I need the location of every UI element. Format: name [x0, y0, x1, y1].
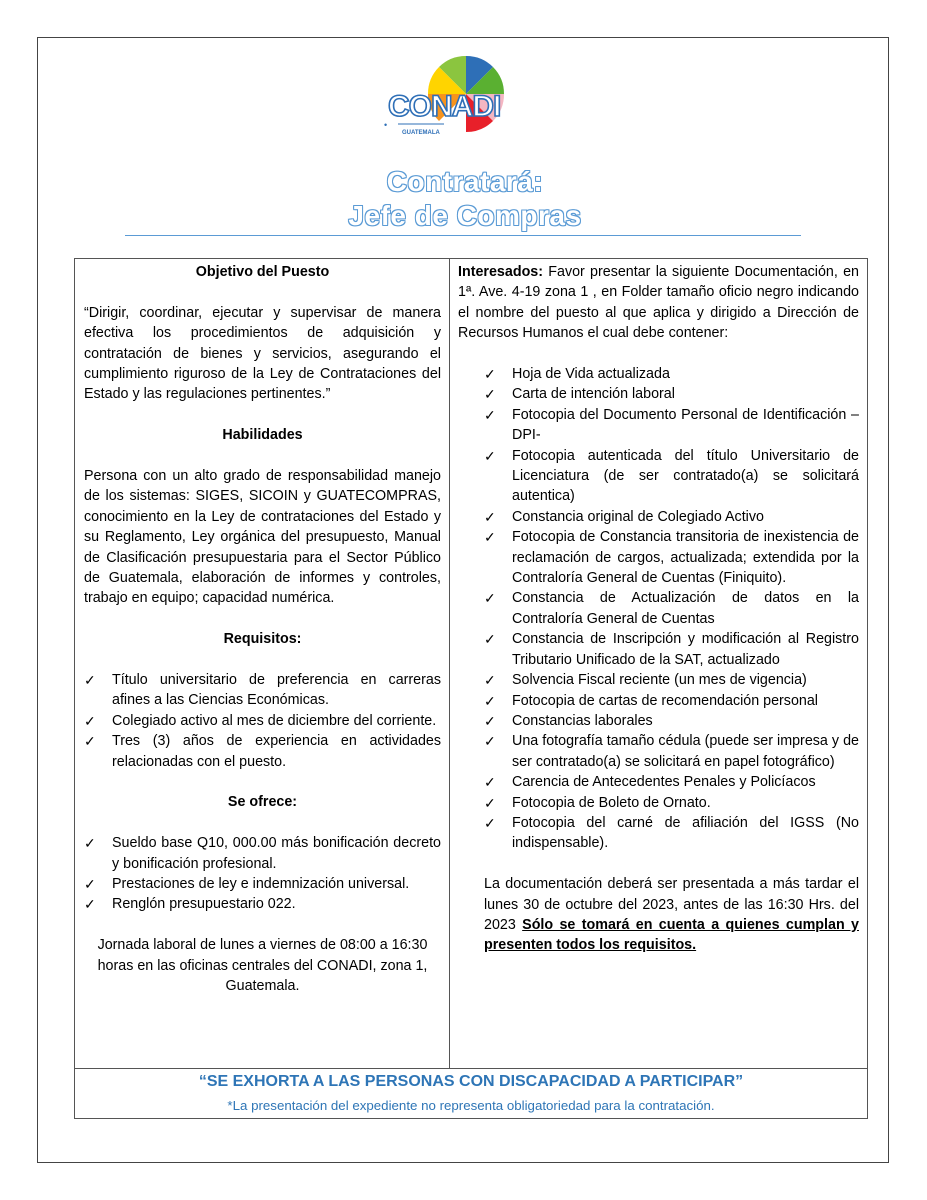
check-icon: ✓ — [84, 876, 96, 893]
interested-paragraph — [458, 262, 859, 344]
check-icon: ✓ — [84, 733, 96, 750]
list-item: ✓ Constancias laborales — [458, 711, 859, 731]
check-icon: ✓ — [484, 366, 496, 383]
check-icon: ✓ — [484, 672, 496, 689]
page-title-line2: Jefe de Compras — [348, 200, 582, 231]
list-item: ✓ Carta de intención laboral — [458, 384, 859, 404]
list-item: ✓ Prestaciones de ley e indemnización universal. — [84, 874, 441, 894]
requirements-heading: Requisitos: — [223, 631, 302, 648]
footer-note: *La presentación del expediente no representa obligatoriedad para la contratación. — [227, 1098, 715, 1113]
schedule-text: Jornada laboral de lunes a viernes de 08:00 a 16:30 horas en las oficinas centrales del CONADI, zona 1, Guatemala. — [97, 937, 428, 995]
check-icon: ✓ — [484, 529, 496, 546]
list-item: ✓ Fotocopia del Documento Personal de Identificación –DPI- — [484, 406, 859, 444]
footer-divider — [74, 1068, 868, 1069]
check-icon: ✓ — [84, 712, 96, 729]
check-icon: ✓ — [84, 896, 96, 913]
check-icon: ✓ — [484, 814, 496, 831]
check-icon: ✓ — [484, 508, 496, 525]
check-icon: ✓ — [484, 692, 496, 709]
deadline-text: La documentación deberá ser presentada a más tardar el lunes 30 de octubre del 2023, antes de las 16:30 Hrs. del 2023 — [484, 876, 859, 933]
list-item: ✓ Constancia de Actualización de datos en la Contraloría General de Cuentas — [484, 590, 859, 627]
check-icon: ✓ — [484, 794, 496, 811]
objective-text: “Dirigir, coordinar, ejecutar y supervisar de manera efectiva los procedimientos de adquisición y contratación de bienes y servicios, asegurando el cumplimiento riguroso de la Ley de Contrataciones del Estado y las regulaciones pertinentes.” — [84, 304, 441, 403]
conadi-logo — [378, 48, 528, 144]
requirements-list — [84, 670, 441, 772]
list-item: ✓ Sueldo base Q10, 000.00 más bonificación decreto y bonificación profesional. — [84, 835, 441, 872]
deadline-paragraph — [458, 874, 859, 956]
title-divider — [125, 235, 801, 236]
deadline-note: Sólo se tomará en cuenta a quienes cumplan y presenten todos los requisitos. — [484, 916, 859, 954]
list-item: ✓ Fotocopia de Constancia transitoria de inexistencia de reclamación de cargos, actualizada; extendida por la Contraloría General de Cuentas (Finiquito). — [484, 529, 859, 587]
check-icon: ✓ — [84, 835, 96, 852]
column-divider — [449, 258, 450, 1068]
offer-list — [84, 833, 441, 915]
objective-heading: Objetivo del Puesto — [195, 264, 330, 280]
svg-text:CONADI: CONADI — [388, 90, 501, 123]
check-icon: ✓ — [484, 590, 496, 607]
check-icon: ✓ — [484, 712, 496, 729]
list-item: ✓ Solvencia Fiscal reciente (un mes de vigencia) — [458, 670, 859, 690]
left-column — [84, 262, 441, 997]
list-item: ✓ Tres (3) años de experiencia en actividades relacionadas con el puesto. — [84, 733, 441, 770]
list-item: ✓ Carencia de Antecedentes Penales y Policíacos — [458, 772, 859, 792]
list-item: ✓ Fotocopia autenticada del título Universitario de Licenciatura (de ser contratado(a) se solicitará autentica) — [484, 447, 859, 505]
page-title-line1: Contratará: — [386, 166, 544, 197]
offer-heading: Se ofrece: — [227, 794, 298, 811]
list-item: ✓ Una fotografía tamaño cédula (puede ser impresa y de ser contratado(a) se solicitará en papel fotográfico) — [484, 733, 859, 770]
list-item: ✓ Renglón presupuestario 022. — [84, 894, 441, 914]
list-item: ✓ Fotocopia de cartas de recomendación personal — [458, 691, 859, 711]
check-icon: ✓ — [484, 774, 496, 791]
conadi-logo-graphic — [378, 48, 528, 144]
check-icon: ✓ — [484, 386, 496, 403]
list-item: ✓ Hoja de Vida actualizada — [458, 364, 859, 384]
check-icon: ✓ — [484, 631, 496, 648]
documents-list — [458, 364, 859, 854]
list-item: ✓ Colegiado activo al mes de diciembre del corriente. — [84, 711, 441, 731]
list-item: ✓ Título universitario de preferencia en carreras afines a las Ciencias Económicas. — [84, 672, 441, 709]
interested-label: Interesados: — [458, 264, 544, 280]
check-icon: ✓ — [484, 406, 496, 423]
exhort-text: “SE EXHORTA A LAS PERSONAS CON DISCAPACIDAD A PARTICIPAR” — [198, 1073, 744, 1090]
logo-country: GUATEMALA — [402, 130, 440, 136]
interested-text: Favor presentar la siguiente Documentación, en 1ª. Ave. 4-19 zona 1 , en Folder tamaño oficio negro indicando el nombre del puesto al que aplica y dirigido a Dirección de Recursos Humanos el cual debe contener: — [458, 264, 859, 342]
check-icon: ✓ — [84, 672, 96, 689]
list-item: ✓ Fotocopia de Boleto de Ornato. — [458, 793, 859, 813]
svg-text:•: • — [384, 120, 388, 130]
check-icon: ✓ — [484, 733, 496, 750]
list-item: ✓ Fotocopia del carné de afiliación del IGSS (No indispensable). — [484, 814, 859, 852]
list-item: ✓ Constancia de Inscripción y modificación al Registro Tributario Unificado de la SAT, actualizado — [484, 631, 859, 668]
check-icon: ✓ — [484, 447, 496, 464]
list-item: ✓ Constancia original de Colegiado Activo — [458, 507, 859, 527]
right-column — [458, 262, 859, 956]
skills-text: Persona con un alto grado de responsabilidad manejo de los sistemas: SIGES, SICOIN y GUATECOMPRAS, conocimiento en la Ley de contrataciones del Estado y su Reglamento, Ley orgánica del presupuesto, Manual de Clasificación presupuestaria para el Sector Público de Guatemala, elaboración de informes y controles, trabajo en equipo; capacidad numérica. — [84, 468, 441, 607]
skills-heading: Habilidades — [222, 427, 303, 444]
